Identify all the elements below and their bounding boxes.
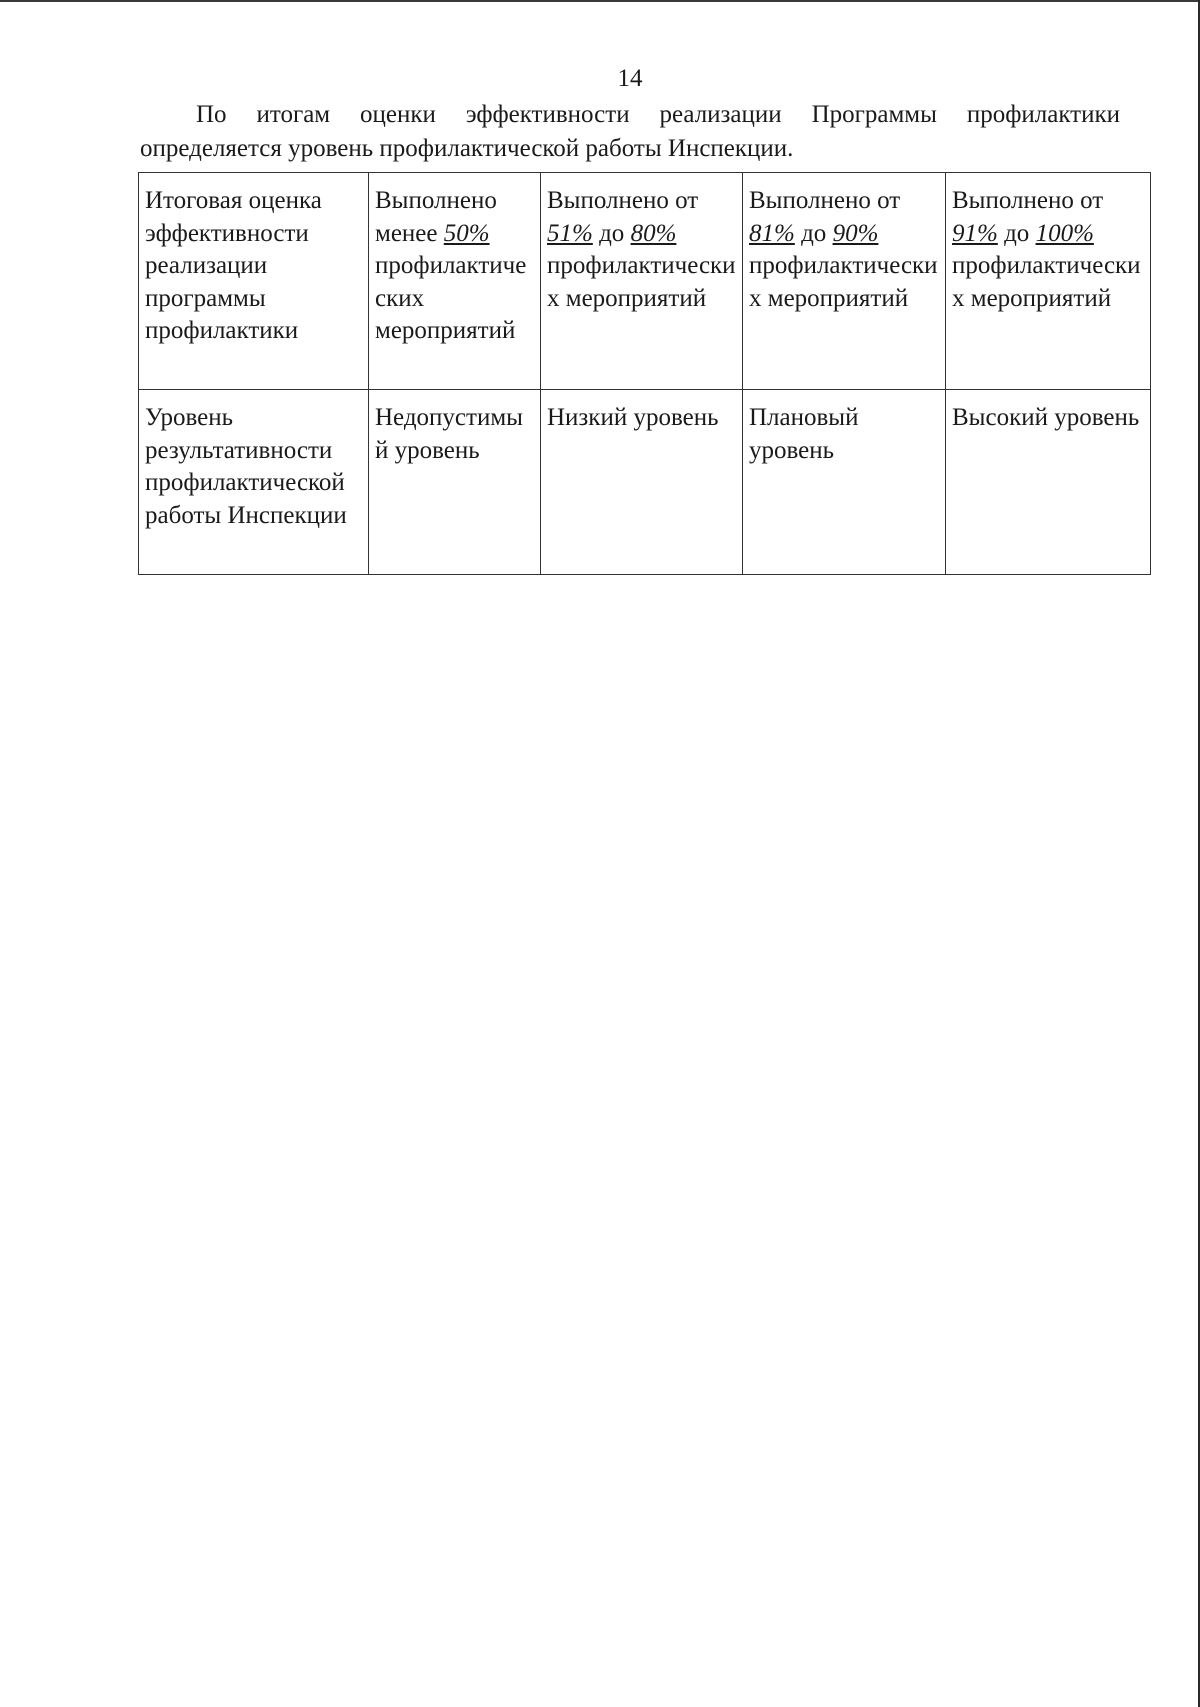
evaluation-row-label: Итоговая оценка эффективности реализации программы профилактики bbox=[139, 173, 369, 390]
page-number: 14 bbox=[617, 65, 643, 92]
scan-edge-top bbox=[0, 0, 1200, 2]
threshold-cell-under-50: Выполнено менее 50% профилактических мероприятий bbox=[369, 173, 541, 390]
level-cell-unacceptable: Недопустимый уровень bbox=[369, 390, 541, 575]
evaluation-row bbox=[139, 173, 1151, 390]
threshold-cell-51-80: Выполнено от 51% до 80% профилактических мероприятий bbox=[541, 173, 743, 390]
evaluation-table bbox=[138, 172, 1151, 575]
level-cell-planned: Плановый уровень bbox=[743, 390, 946, 575]
level-row bbox=[139, 390, 1151, 575]
level-row-label: Уровень результативности профилактической работы Инспекции bbox=[139, 390, 369, 575]
level-cell-high: Высокий уровень bbox=[946, 390, 1151, 575]
threshold-cell-81-90: Выполнено от 81% до 90% профилактических мероприятий bbox=[743, 173, 946, 390]
threshold-cell-91-100: Выполнено от 91% до 100% профилактических мероприятий bbox=[946, 173, 1151, 390]
intro-paragraph: По итогам оценки эффективности реализации Программы профилактики определяется уровень профилактической работы Инспекции. bbox=[140, 101, 1120, 162]
level-cell-low: Низкий уровень bbox=[541, 390, 743, 575]
